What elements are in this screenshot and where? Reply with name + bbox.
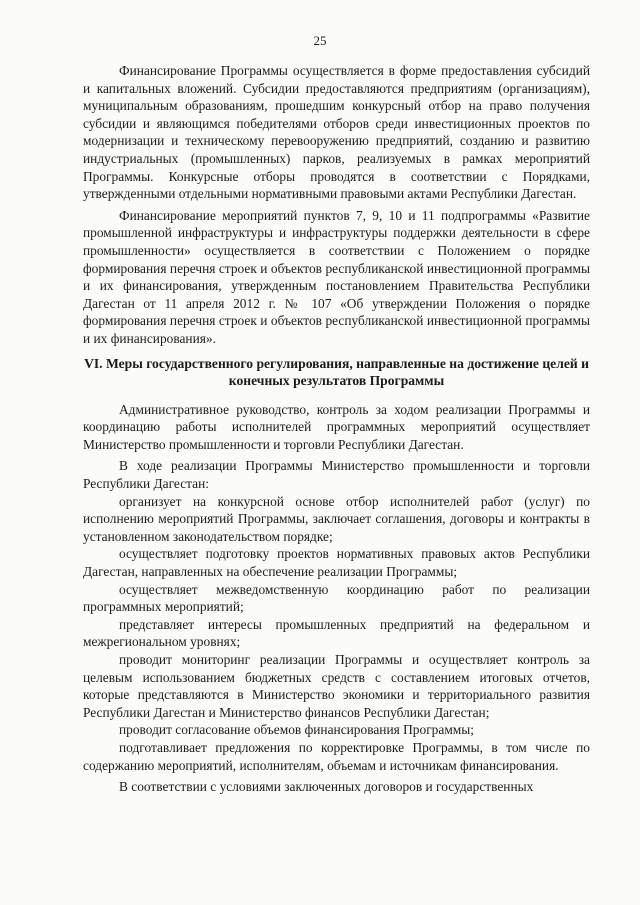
paragraph-ministry-duties-intro: В ходе реализации Программы Министерство промышленности и торговли Республики Дагестан: [83, 458, 590, 492]
list-item-monitoring: проводит мониторинг реализации Программы и осуществляет контроль за целевым использованием бюджетных средств с составлением итоговых отчетов, которые представляются в Министерство экономики и территориального развития Республики Дагестан и Министерство финансов Республики Дагестан; [83, 652, 590, 720]
document-body [83, 62, 590, 796]
section-heading: VI. Меры государственного регулирования, направленные на достижение целей и конечных результатов Программы [84, 355, 589, 389]
list-item-coordination: осуществляет межведомственную координацию работ по реализации программных мероприятий; [83, 581, 590, 615]
list-item-legal-acts: осуществляет подготовку проектов нормативных правовых актов Республики Дагестан, направленных на обеспечение реализации Программы; [83, 546, 590, 580]
paragraph-financing-forms: Финансирование Программы осуществляется в форме предоставления субсидий и капитальных вложений. Субсидии предоставляются предприятиям (организациям), муниципальным образованиям, прошедшим конкурсный отбор на право получения субсидии и являющимся победителями отборов среди инвестиционных проектов по модернизации и техническому перевооружению предприятий, созданию и развитию индустриальных (промышленных) парков, реализуемых в рамках мероприятий Программы. Конкурсные отборы проводятся в соответствии с Порядками, утвержденными отдельными нормативными правовыми актами Республики Дагестан. [83, 63, 590, 202]
list-item-funding-approval: проводит согласование объемов финансирования Программы; [119, 722, 474, 738]
paragraph-financing-measures: Финансирование мероприятий пунктов 7, 9, 10 и 11 подпрограммы «Развитие промышленной инфраструктуры и инфраструктуры поддержки деятельности в сфере промышленности» осуществляется в соответствии с Положением о порядке формирования перечня строек и объектов республиканской инвестиционной программы и их финансирования, утвержденным постановлением Правительства Республики Дагестан от 11 апреля 2012 г. № 107 «Об утверждении Положения о порядке формирования перечня строек и объектов республиканской инвестиционной программы и их финансирования». [83, 207, 590, 346]
paragraph-administration: Административное руководство, контроль за ходом реализации Программы и координацию работы исполнителей программных мероприятий осуществляет Министерство промышленности и торговли Республики Дагестан. [83, 401, 590, 452]
page-number: 25 [313, 33, 327, 48]
paragraph-contracts: В соответствии с условиями заключенных договоров и государственных [119, 779, 534, 795]
list-item-program-adjustment: подготавливает предложения по корректировке Программы, в том числе по содержанию мероприятий, исполнителям, объемам и источникам финансирования. [83, 739, 590, 773]
list-item-contractor-selection: организует на конкурсной основе отбор исполнителей работ (услуг) по исполнению мероприятий Программы, заключает соглашения, договоры и контракты в установленном законодательством порядке; [83, 493, 590, 544]
list-item-representation: представляет интересы промышленных предприятий на федеральном и межрегиональном уровнях; [83, 616, 590, 650]
